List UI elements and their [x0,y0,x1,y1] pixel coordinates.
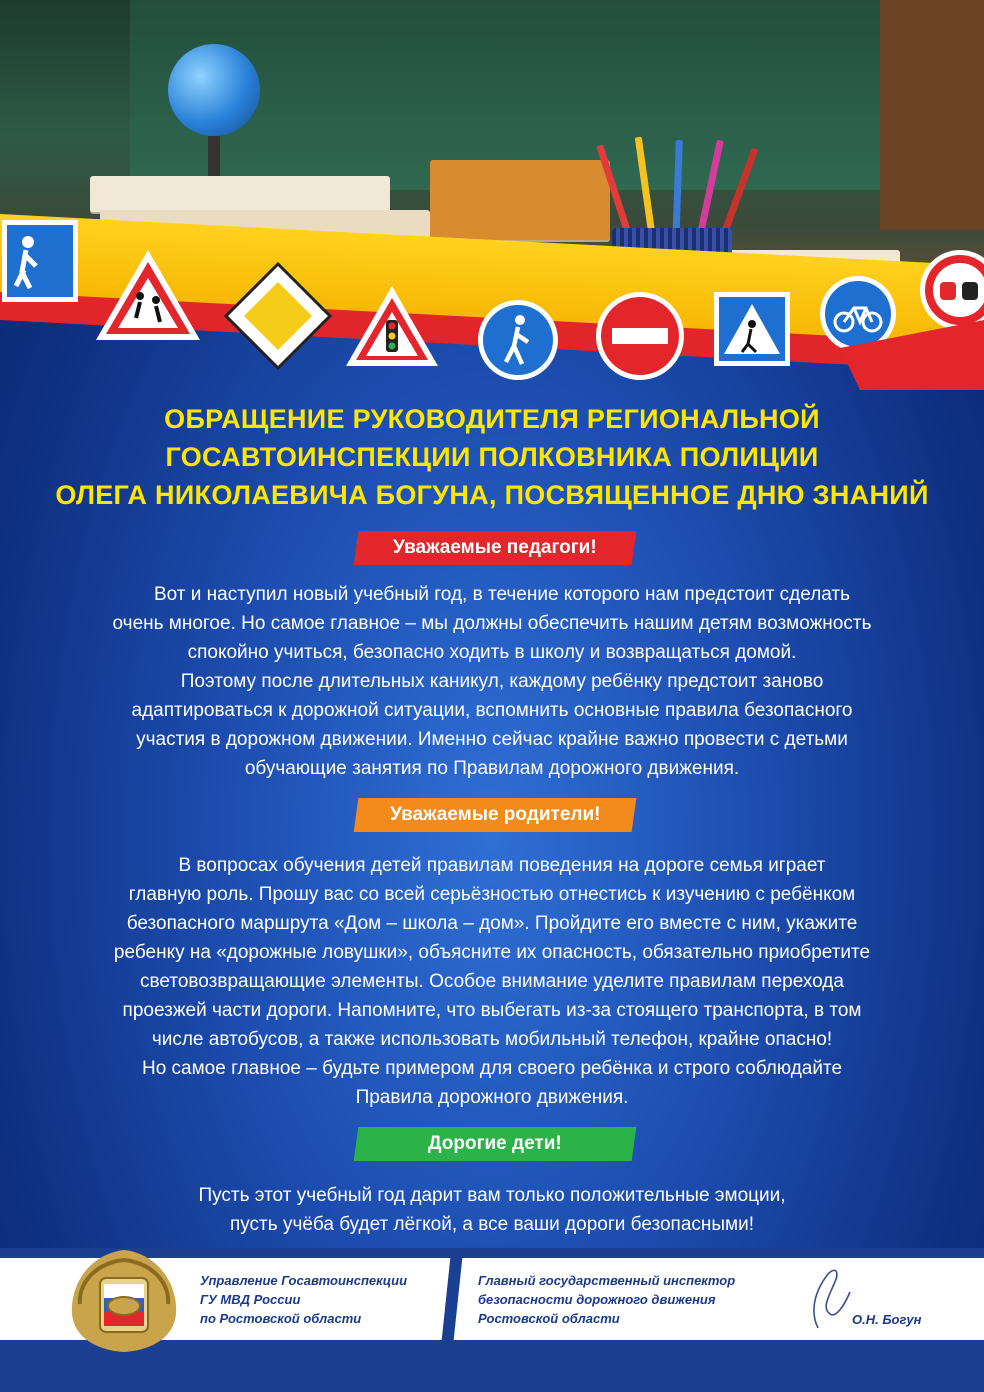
pedestrian-path-sign-icon [478,300,558,380]
signature-name: О.Н. Богун [852,1312,922,1327]
paragraph-line: Правила дорожного движения. [355,1087,629,1108]
title-line: ГОСАВТОИНСПЕКЦИИ ПОЛКОВНИКА ПОЛИЦИИ [165,442,819,472]
footer-position-line: Ростовской области [478,1311,620,1326]
priority-road-sign-icon [226,264,330,368]
pedestrian-square-sign-icon [2,220,78,302]
parents-heading: Уважаемые родители! [389,804,601,825]
children-paragraph [60,1181,924,1239]
paragraph-line: обучающие занятия по Правилам дорожного движения. [244,758,740,779]
traffic-light-warning-sign-icon [346,286,438,366]
gibdd-emblem-icon [60,1244,188,1356]
page-title [40,400,944,514]
paragraph-line: участия в дорожном движении. Именно сейчас крайне важно провести с детьми [136,729,848,750]
paragraph-line: световозвращающие элементы. Особое внимание уделите правилам перехода [140,971,844,992]
parents-paragraph [60,851,924,1112]
footer-position-line: безопасности дорожного движения [478,1292,716,1307]
footer-position-line: Главный государственный инспектор [478,1273,736,1288]
title-line: ОБРАЩЕНИЕ РУКОВОДИТЕЛЯ РЕГИОНАЛЬНОЙ [164,404,820,434]
title-line: ОЛЕГА НИКОЛАЕВИЧА БОГУНА, ПОСВЯЩЕННОЕ ДНЮ ЗНАНИЙ [55,480,929,510]
paragraph-line: безопасного маршрута «Дом – школа – дом». Пройдите его вместе с ним, укажите [126,913,858,934]
paragraph-line: спокойно учиться, безопасно ходить в школу и возвращаться домой. [187,642,797,663]
globe-stand [208,136,220,176]
footer-organization [200,1271,407,1328]
paragraph-line: очень многое. Но самое главное – мы должны обеспечить нашим детям возможность [112,613,872,634]
parents-heading-banner [354,798,637,832]
teachers-paragraph [60,580,924,783]
no-entry-sign-icon [596,292,684,380]
handwritten-signature [800,1262,860,1334]
globe-icon [168,44,260,136]
teachers-heading-banner [354,531,637,565]
book-stack [90,176,390,212]
children-heading: Дорогие дети! [428,1133,562,1154]
crosswalk-sign-icon [714,292,790,366]
paragraph-line: проезжей части дороги. Напомните, что выбегать из-за стоящего транспорта, в том [122,1000,862,1021]
footer-org-line: Управление Госавтоинспекции [200,1273,408,1288]
children-warning-sign-icon [96,250,200,340]
teachers-heading: Уважаемые педагоги! [393,537,597,558]
footer-org-line: ГУ МВД России [200,1292,301,1307]
chalkboard-frame [880,0,984,230]
paragraph-line: В вопросах обучения детей правилам поведения на дороге семья играет [178,855,826,876]
paragraph-line: пусть учёба будет лёгкой, а все ваши дороги безопасными! [229,1214,754,1235]
paragraph-line: числе автобусов, а также использовать мобильный телефон, крайне опасно! [151,1029,833,1050]
paragraph-line: Но самое главное – будьте примером для своего ребёнка и строго соблюдайте [141,1058,843,1079]
paragraph-line: ребенку на «дорожные ловушки», объясните их опасность, обязательно приобретите [113,942,871,963]
paragraph-line: Вот и наступил новый учебный год, в течение которого нам предстоит сделать [153,584,851,605]
children-heading-banner [354,1127,637,1161]
no-overtaking-sign-icon [920,250,984,330]
paragraph-line: главную роль. Прошу вас со всей серьёзностью отнестись к изучению с ребёнком [128,884,856,905]
paragraph-line: адаптироваться к дорожной ситуации, вспомнить основные правила безопасного [131,700,853,721]
footer-position [478,1271,735,1328]
paragraph-line: Поэтому после длительных каникул, каждому ребёнку предстоит заново [180,671,824,692]
road-signs-row [0,220,984,390]
footer-org-line: по Ростовской области [200,1311,362,1326]
paragraph-line: Пусть этот учебный год дарит вам только положительные эмоции, [198,1185,786,1206]
